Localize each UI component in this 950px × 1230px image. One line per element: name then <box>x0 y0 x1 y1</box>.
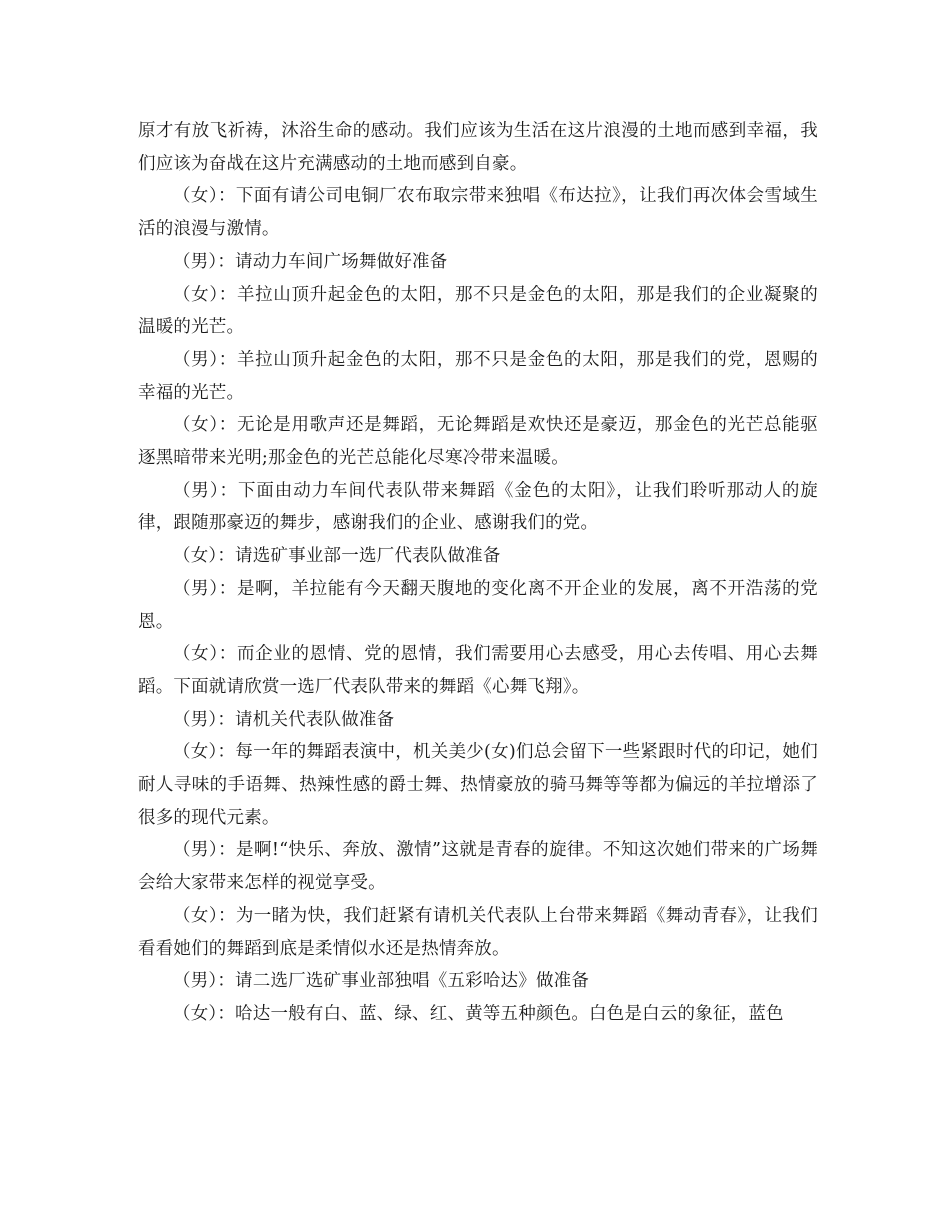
dialogue-paragraph: （男）：请动力车间广场舞做好准备 <box>173 251 448 272</box>
dialogue-paragraph: （女）：哈达一般有白、蓝、绿、红、黄等五种颜色。白色是白云的象征，蓝色 <box>173 1003 784 1024</box>
dialogue-paragraph: （女）：为一睹为快，我们赶紧有请机关代表队上台带来舞蹈《舞动青春》，让我们看看她们的舞蹈到底是柔情似水还是热情奔放。 <box>138 905 818 959</box>
dialogue-paragraph: （男）：下面由动力车间代表队带来舞蹈《金色的太阳》，让我们聆听那动人的旋律，跟随那豪迈的舞步，感谢我们的企业、感谢我们的党。 <box>138 480 818 534</box>
dialogue-paragraph: （男）：请机关代表队做准备 <box>173 709 395 730</box>
dialogue-paragraph: （女）：请选矿事业部一选厂代表队做准备 <box>173 546 501 567</box>
dialogue-paragraph: （男）：羊拉山顶升起金色的太阳，那不只是金色的太阳，那是我们的党，恩赐的幸福的光芒。 <box>138 349 818 403</box>
dialogue-paragraph: （女）：每一年的舞蹈表演中，机关美少(女)们总会留下一些紧跟时代的印记，她们耐人寻味的手语舞、热辣性感的爵士舞、热情豪放的骑马舞等等都为偏远的羊拉增添了很多的现代元素。 <box>138 742 818 828</box>
continued-paragraph: 原才有放飞祈祷，沐浴生命的感动。我们应该为生活在这片浪漫的土地而感到幸福，我们应该为奋战在这片充满感动的土地而感到自豪。 <box>138 121 818 174</box>
document-body <box>138 115 818 1031</box>
dialogue-paragraph: （男）：请二选厂选矿事业部独唱《五彩哈达》做准备 <box>173 971 590 992</box>
dialogue-paragraph: （男）：是啊，羊拉能有今天翻天腹地的变化离不开企业的发展，离不开浩荡的党恩。 <box>138 578 818 632</box>
dialogue-paragraph: （女）：下面有请公司电铜厂农布取宗带来独唱《布达拉》，让我们再次体会雪域生活的浪漫与激情。 <box>138 186 818 240</box>
dialogue-paragraph: （男）：是啊!“快乐、奔放、激情”这就是青春的旋律。不知这次她们带来的广场舞会给大家带来怎样的视觉享受。 <box>138 840 818 894</box>
dialogue-paragraph: （女）：而企业的恩情、党的恩情，我们需要用心去感受，用心去传唱、用心去舞蹈。下面就请欣赏一选厂代表队带来的舞蹈《心舞飞翔》。 <box>138 644 818 697</box>
dialogue-paragraph: （女）：无论是用歌声还是舞蹈，无论舞蹈是欢快还是豪迈，那金色的光芒总能驱逐黑暗带来光明;那金色的光芒总能化尽寒冷带来温暖。 <box>138 415 818 469</box>
dialogue-paragraph: （女）：羊拉山顶升起金色的太阳，那不只是金色的太阳，那是我们的企业凝聚的温暖的光芒。 <box>138 284 818 338</box>
